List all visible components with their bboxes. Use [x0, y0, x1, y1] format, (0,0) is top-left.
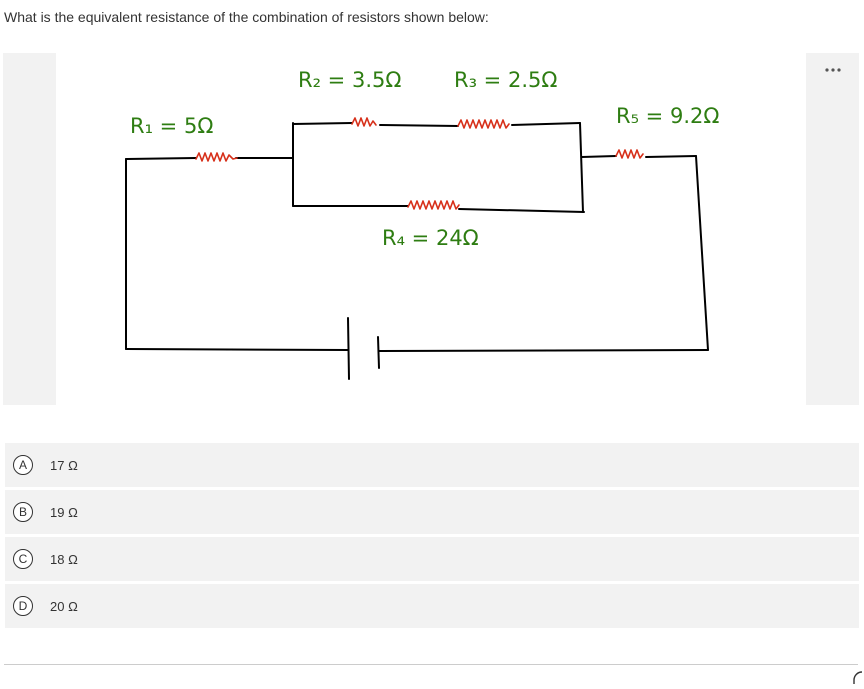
- option-text: 18 Ω: [50, 551, 78, 567]
- wire-branch-top-1: [293, 123, 352, 124]
- option-letter-badge: A: [13, 455, 33, 475]
- wire-top-left: [126, 158, 196, 159]
- option-text: 19 Ω: [50, 504, 78, 520]
- label-r3: R₃ = 2.5Ω: [454, 68, 558, 92]
- wire-bottom-right: [379, 350, 708, 351]
- figure-pad-right: [806, 53, 859, 405]
- wire-r5-right: [646, 156, 696, 157]
- label-r4: R₄ = 24Ω: [382, 226, 479, 250]
- wire-branch-top-2: [380, 125, 458, 126]
- circuit-diagram: [56, 53, 806, 405]
- label-r5: R₅ = 9.2Ω: [616, 104, 720, 128]
- answer-options: [5, 443, 859, 631]
- option-text: 20 Ω: [50, 598, 78, 614]
- partial-circle-icon: [850, 668, 864, 684]
- option-a[interactable]: [5, 443, 859, 487]
- resistor-r3: [458, 120, 509, 128]
- option-letter-badge: C: [13, 549, 33, 569]
- battery-long-plate: [348, 318, 349, 379]
- option-b[interactable]: [5, 490, 859, 534]
- label-r2: R₂ = 3.5Ω: [298, 68, 402, 92]
- wire-branch-bottom-2: [459, 209, 584, 212]
- battery-short-plate: [378, 337, 379, 368]
- resistor-r1: [196, 153, 237, 161]
- option-d[interactable]: [5, 584, 859, 628]
- option-text: 17 Ω: [50, 457, 78, 473]
- wire-branch-top-3: [512, 123, 580, 125]
- question-text: What is the equivalent resistance of the combination of resistors shown below:: [4, 9, 489, 25]
- resistor-r2: [352, 118, 376, 126]
- more-options-button[interactable]: [818, 58, 848, 82]
- figure-pad-left: [3, 53, 56, 405]
- wire-junction-r5: [582, 156, 616, 157]
- wire-right: [696, 156, 708, 350]
- resistor-r5: [616, 150, 643, 158]
- wire-parallel-right: [580, 123, 583, 212]
- option-letter-badge: D: [13, 596, 33, 616]
- option-letter-badge: B: [13, 502, 33, 522]
- more-horizontal-icon: [818, 58, 848, 82]
- label-r1: R₁ = 5Ω: [130, 114, 214, 138]
- resistor-r4: [408, 201, 459, 209]
- option-c[interactable]: [5, 537, 859, 581]
- wire-bottom-left: [126, 349, 348, 350]
- bottom-divider: [4, 664, 858, 665]
